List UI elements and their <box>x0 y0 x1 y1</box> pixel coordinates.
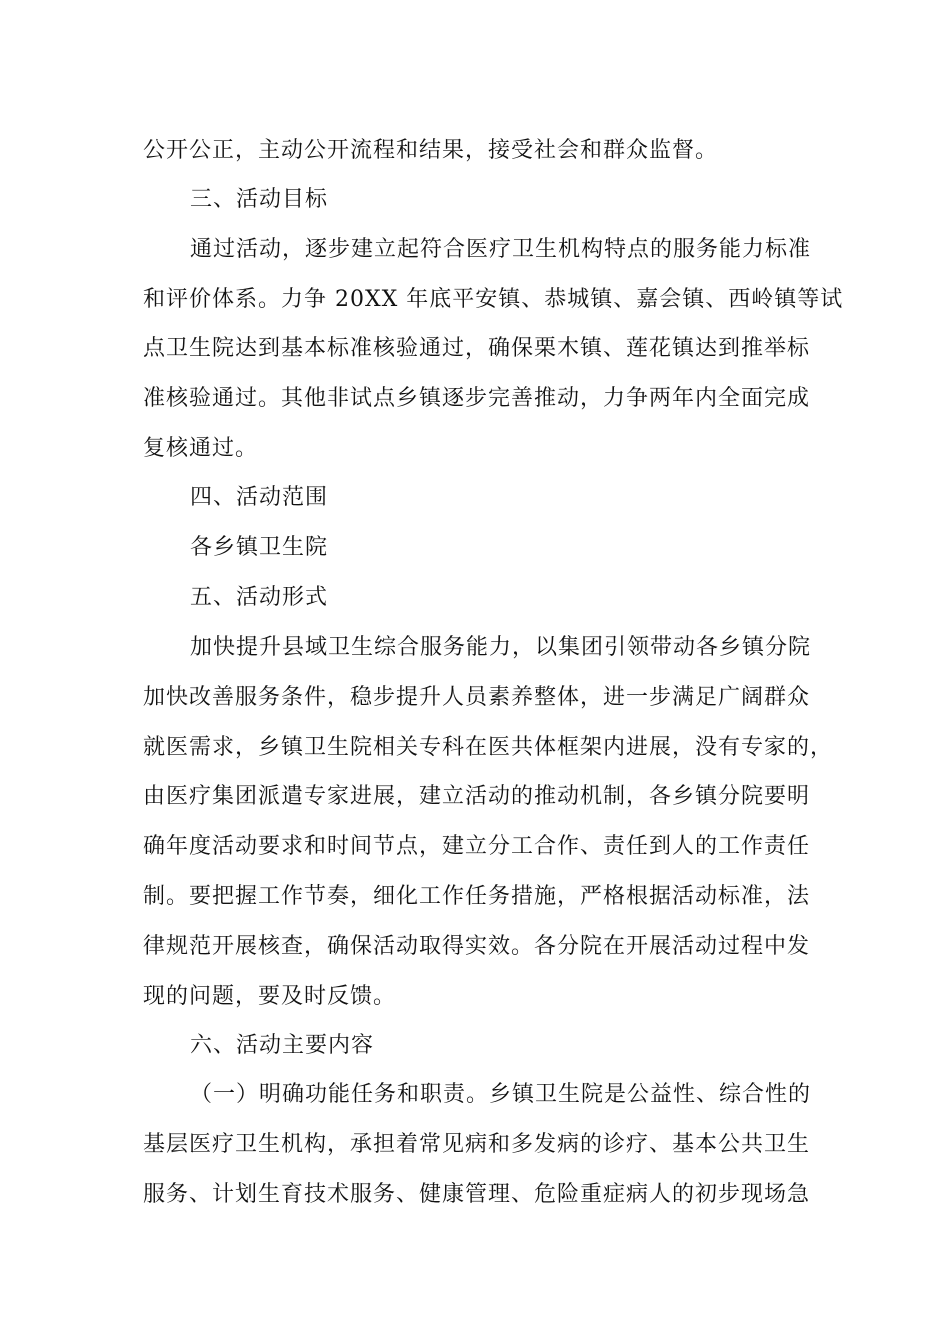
section-heading: 四、活动范围 <box>190 485 329 510</box>
paragraph-line: 由医疗集团派遣专家进展，建立活动的推动机制，各乡镇分院要明 <box>143 784 811 809</box>
paragraph-line: 公开公正，主动公开流程和结果，接受社会和群众监督。 <box>143 138 719 163</box>
paragraph-line: 准核验通过。其他非试点乡镇逐步完善推动，力争两年内全面完成 <box>143 386 811 411</box>
paragraph-line: 制。要把握工作节奏，细化工作任务措施，严格根据活动标准，法 <box>143 884 811 909</box>
paragraph-line: 律规范开展核查，确保活动取得实效。各分院在开展活动过程中发 <box>143 934 811 959</box>
paragraph-line: 各乡镇卫生院 <box>190 535 329 560</box>
paragraph-line: 点卫生院达到基本标准核验通过，确保栗木镇、莲花镇达到推举标 <box>143 336 811 361</box>
paragraph-line: 基层医疗卫生机构，承担着常见病和多发病的诊疗、基本公共卫生 <box>143 1132 811 1157</box>
section-heading: 三、活动目标 <box>190 187 329 212</box>
paragraph-line: 现的问题，要及时反馈。 <box>143 984 397 1009</box>
paragraph-line: 加快改善服务条件，稳步提升人员素养整体，进一步满足广阔群众 <box>143 685 811 710</box>
paragraph-line: 复核通过。 <box>143 436 259 461</box>
paragraph-line: 服务、计划生育技术服务、健康管理、危险重症病人的初步现场急 <box>143 1182 811 1207</box>
paragraph-line: （一）明确功能任务和职责。乡镇卫生院是公益性、综合性的 <box>190 1082 812 1107</box>
paragraph-line: 确年度活动要求和时间节点，建立分工合作、责任到人的工作责任 <box>143 834 811 859</box>
section-heading: 五、活动形式 <box>190 585 329 610</box>
paragraph-line: 和评价体系。力争 20XX 年底平安镇、恭城镇、嘉会镇、西岭镇等试 <box>143 287 844 312</box>
paragraph-line: 通过活动，逐步建立起符合医疗卫生机构特点的服务能力标准 <box>190 237 812 262</box>
section-heading: 六、活动主要内容 <box>190 1033 375 1058</box>
paragraph-line: 就医需求，乡镇卫生院相关专科在医共体框架内进展，没有专家的， <box>143 735 834 760</box>
paragraph-line: 加快提升县域卫生综合服务能力，以集团引领带动各乡镇分院 <box>190 635 812 660</box>
